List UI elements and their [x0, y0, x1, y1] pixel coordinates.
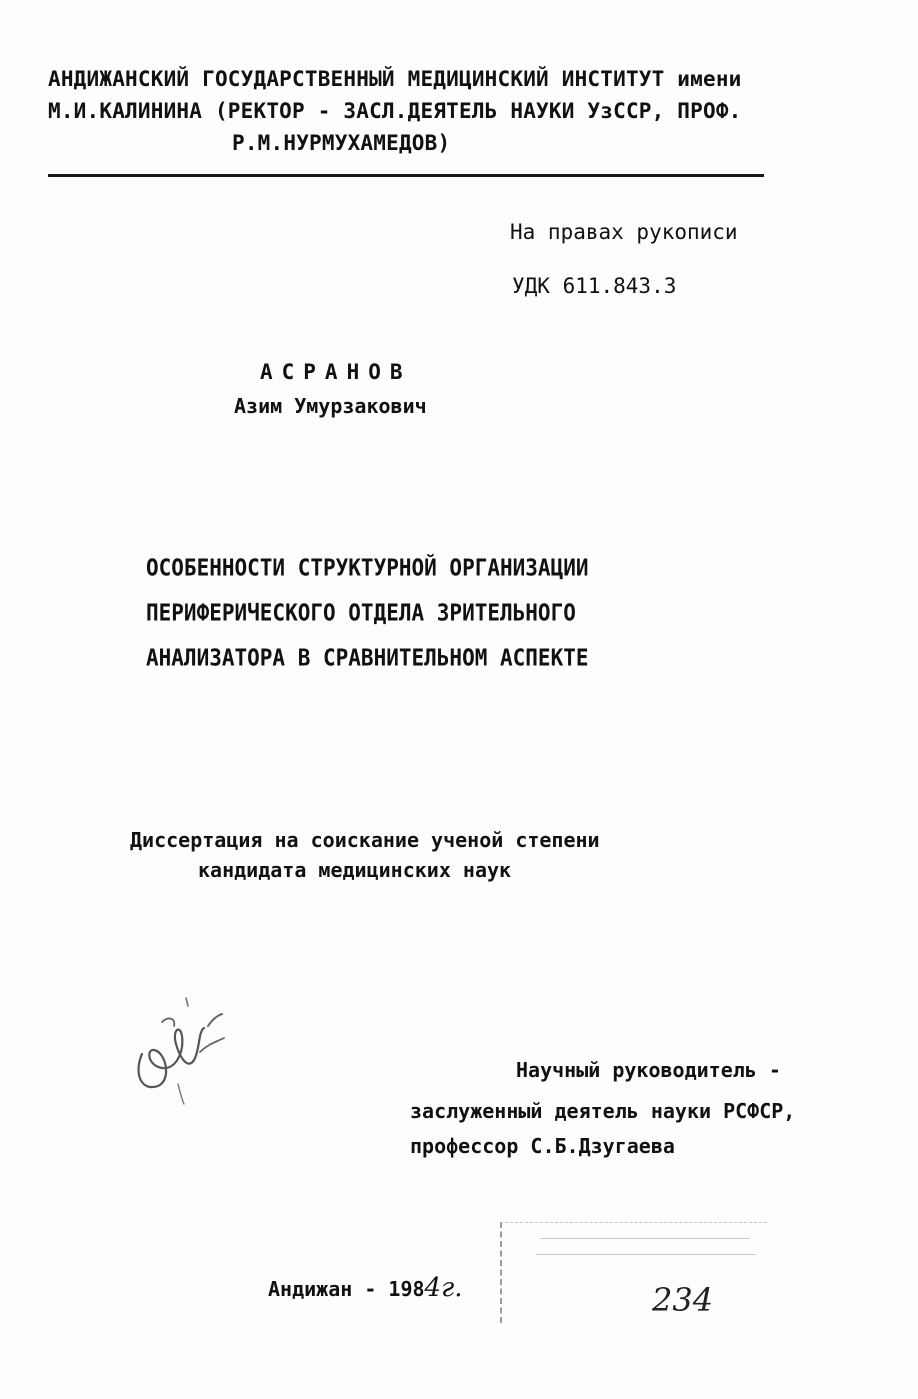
udk-code: УДК 611.843.3	[512, 274, 677, 298]
author-surname: АСРАНОВ	[260, 360, 412, 384]
author-name: Азим Умурзакович	[234, 394, 427, 418]
supervisor-label: Научный руководитель -	[516, 1058, 781, 1082]
supervisor-title: заслуженный деятель науки РСФСР,	[410, 1099, 796, 1123]
institute-line-1: АНДИЖАНСКИЙ ГОСУДАРСТВЕННЫЙ МЕДИЦИНСКИЙ ИНСТИТУТ имени	[48, 67, 742, 91]
thesis-title-line-1: ОСОБЕННОСТИ СТРУКТУРНОЙ ОРГАНИЗАЦИИ	[146, 555, 589, 581]
stamp-number: 234	[652, 1281, 714, 1319]
thesis-title-line-2: ПЕРИФЕРИЧЕСКОГО ОТДЕЛА ЗРИТЕЛЬНОГО	[146, 600, 576, 626]
footer-year-handwritten: 4г.	[424, 1273, 463, 1303]
degree-line-2: кандидата медицинских наук	[198, 858, 512, 882]
footer-city-year	[268, 1273, 463, 1303]
stamp-rule	[540, 1238, 750, 1239]
degree-line-1: Диссертация на соискание ученой степени	[130, 828, 600, 852]
manuscript-note: На правах рукописи	[510, 220, 738, 244]
institute-line-3: Р.М.НУРМУХАМЕДОВ)	[232, 131, 451, 155]
footer-city-year-typed: Андижан - 198	[268, 1277, 425, 1301]
supervisor-name: профессор С.Б.Дзугаева	[410, 1134, 675, 1158]
stamp-rule	[536, 1254, 756, 1255]
signature-mark	[128, 992, 232, 1108]
header-divider	[48, 174, 764, 177]
thesis-title-line-3: АНАЛИЗАТОРА В СРАВНИТЕЛЬНОМ АСПЕКТЕ	[146, 645, 589, 671]
institute-line-2: М.И.КАЛИНИНА (РЕКТОР - ЗАСЛ.ДЕЯТЕЛЬ НАУКИ УзССР, ПРОФ.	[48, 99, 742, 123]
